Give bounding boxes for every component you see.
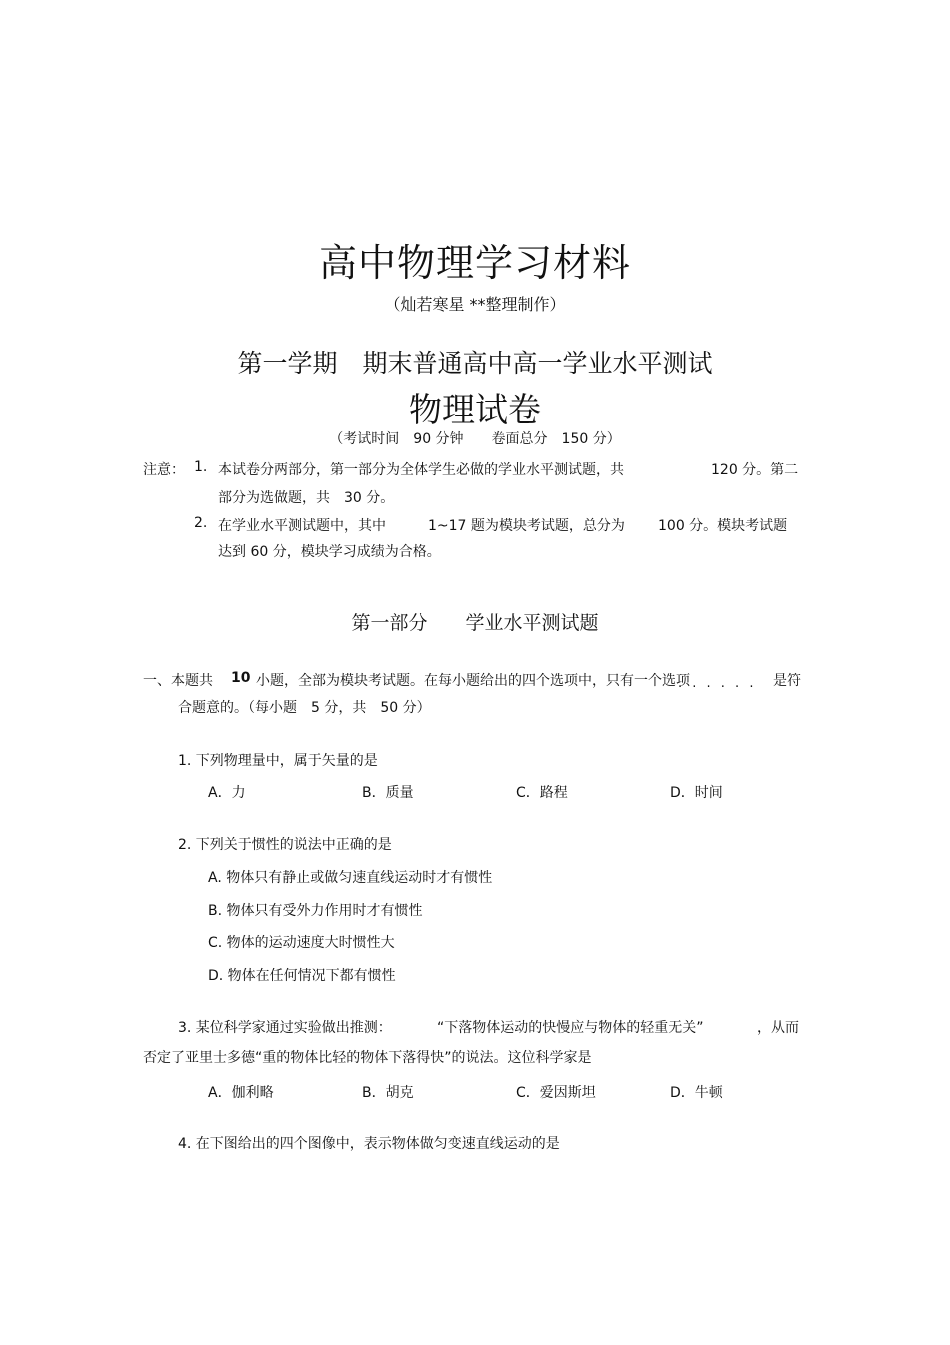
note-2-number: 2. [194,515,208,531]
exam-title: 第一学期 期末普通高中高一学业水平测试 [237,349,713,378]
question-3-stem-line2: 否定了亚里士多德“重的物体比轻的物体下落得快”的说法。这位科学家是 [143,1050,592,1066]
paper-title: 物理试卷 [409,390,541,429]
part1-prefix: 一、本题共 [143,673,213,689]
section-heading: 第一部分 学业水平测试题 [351,612,599,634]
question-1-stem: 1. 下列物理量中，属于矢量的是 [178,753,378,769]
note-2-range: 1~17 题为模块考试题，总分为 [428,518,625,534]
emphasis-dots: · · · · · · [678,680,757,695]
question-3-option-c: C．爱因斯坦 [516,1085,596,1101]
question-2-option-a: A. 物体只有静止或做匀速直线运动时才有惯性 [208,870,493,886]
notes-label: 注意： [143,462,185,478]
question-4-stem: 4. 在下图给出的四个图像中，表示物体做匀变速直线运动的是 [178,1136,560,1152]
question-2-option-d: D. 物体在任何情况下都有惯性 [208,968,396,984]
question-3-option-b: B．胡克 [362,1085,414,1101]
note-1-score: 120 分。第二 [711,462,799,478]
note-2-text: 在学业水平测试题中，其中 [218,518,386,534]
question-2-stem: 2. 下列关于惯性的说法中正确的是 [178,837,392,853]
part1-instructions-end: 是符 [773,673,801,689]
note-2-text-line2: 达到 60 分，模块学习成绩为合格。 [218,544,441,560]
credit-line: （灿若寒星 **整理制作） [384,295,566,314]
part1-instructions: 小题，全部为模块考试题。在每小题给出的四个选项中，只有一个选项 [256,673,690,689]
question-3-stem: 3. 某位科学家通过实验做出推测： [178,1020,392,1036]
question-3-option-a: A．伽利略 [208,1085,274,1101]
main-title: 高中物理学习材料 [318,241,631,285]
note-2-score: 100 分。模块考试题 [658,518,788,534]
exam-info: （考试时间 90 分钟 卷面总分 150 分） [329,431,621,447]
note-1-text-line2: 部分为选做题，共 30 分。 [218,490,395,506]
question-1-option-b: B．质量 [362,785,414,801]
question-3-stem-end: ，从而 [757,1020,799,1036]
question-1-option-a: A．力 [208,785,246,801]
question-2-option-b: B. 物体只有受外力作用时才有惯性 [208,903,423,919]
part1-scoring: 合题意的。（每小题 5 分，共 50 分） [178,700,431,716]
note-1-text: 本试卷分两部分，第一部分为全体学生必做的学业水平测试题，共 [218,462,624,478]
question-3-quote: “下落物体运动的快慢应与物体的轻重无关” [437,1020,704,1036]
question-1-option-d: D．时间 [670,785,723,801]
question-3-option-d: D．牛顿 [670,1085,723,1101]
question-1-option-c: C．路程 [516,785,568,801]
question-2-option-c: C. 物体的运动速度大时惯性大 [208,935,395,951]
note-1-number: 1. [194,459,208,475]
part1-count: 10 [231,670,251,686]
